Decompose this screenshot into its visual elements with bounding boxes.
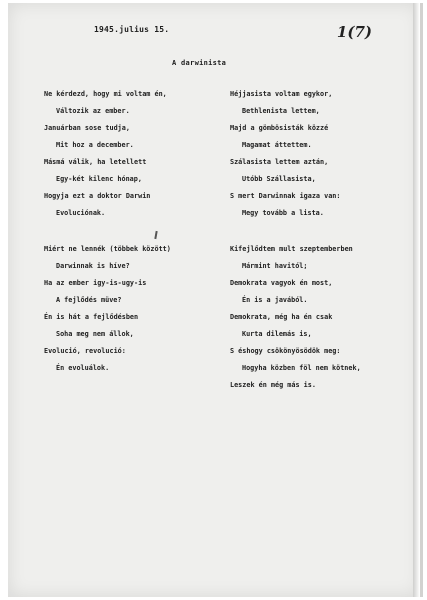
poem-line: Majd a gömbösisták közzé [230,124,329,132]
poem-line: A fejlődés müve? [56,296,122,304]
poem-line: Darwinnak is híve? [56,262,130,270]
scanned-page [8,3,423,597]
poem-line: Kurta dilemás is, [242,330,312,338]
poem-line: Mármint havitól; [242,262,308,270]
document-date: 1945.julius 15. [94,25,170,34]
poem-line: Egy-két kilenc hónap, [56,175,142,183]
poem-line: Leszek én még más is. [230,381,316,389]
poem-line: Én evoluálok. [56,364,110,372]
poem-line: S éshogy csökönyösödök meg: [230,347,341,355]
poem-line: Megy tovább a lista. [242,209,324,217]
poem-line: Magamat áttettem. [242,141,312,149]
poem-line: Demokrata, még ha én csak [230,313,333,321]
poem-line: Miért ne lennék (többek között) [44,245,171,253]
poem-line: Kifejlődtem mult szeptemberben [230,245,353,253]
poem-title: A darwinista [172,59,227,67]
poem-line: Változik az ember. [56,107,130,115]
poem-line: Soha meg nem állok, [56,330,134,338]
poem-line: Ne kérdezd, hogy mi voltam én, [44,90,167,98]
poem-line: Héjjasista voltam egykor, [230,90,333,98]
poem-line: Én is a javából. [242,296,308,304]
poem-line: Hogyja ezt a doktor Darwin [44,192,151,200]
handwritten-page-number: 1(7) [336,23,372,41]
poem-left-column [44,91,214,391]
poem-line: S mert Darwinnak igaza van: [230,192,341,200]
poem-line: Ha az ember igy-is-ugy-is [44,279,147,287]
poem-line: Evoluciónak. [56,209,106,217]
poem-line: Szálasista lettem aztán, [230,158,329,166]
poem-line: Bethlenista lettem, [242,107,320,115]
poem-right-column [230,91,420,391]
poem-line: Demokrata vagyok én most, [230,279,333,287]
poem-line: Hogyha közben föl nem kötnek, [242,364,361,372]
poem-line: Mit hoz a december. [56,141,134,149]
poem-line: Evolució, revolució: [44,347,126,355]
poem-line: Én is hát a fejlődésben [44,313,139,321]
poem-line: Másmá válik, ha letellett [44,158,147,166]
poem-line: Januárban sose tudja, [44,124,130,132]
poem-line: Utóbb Szállasista, [242,175,316,183]
